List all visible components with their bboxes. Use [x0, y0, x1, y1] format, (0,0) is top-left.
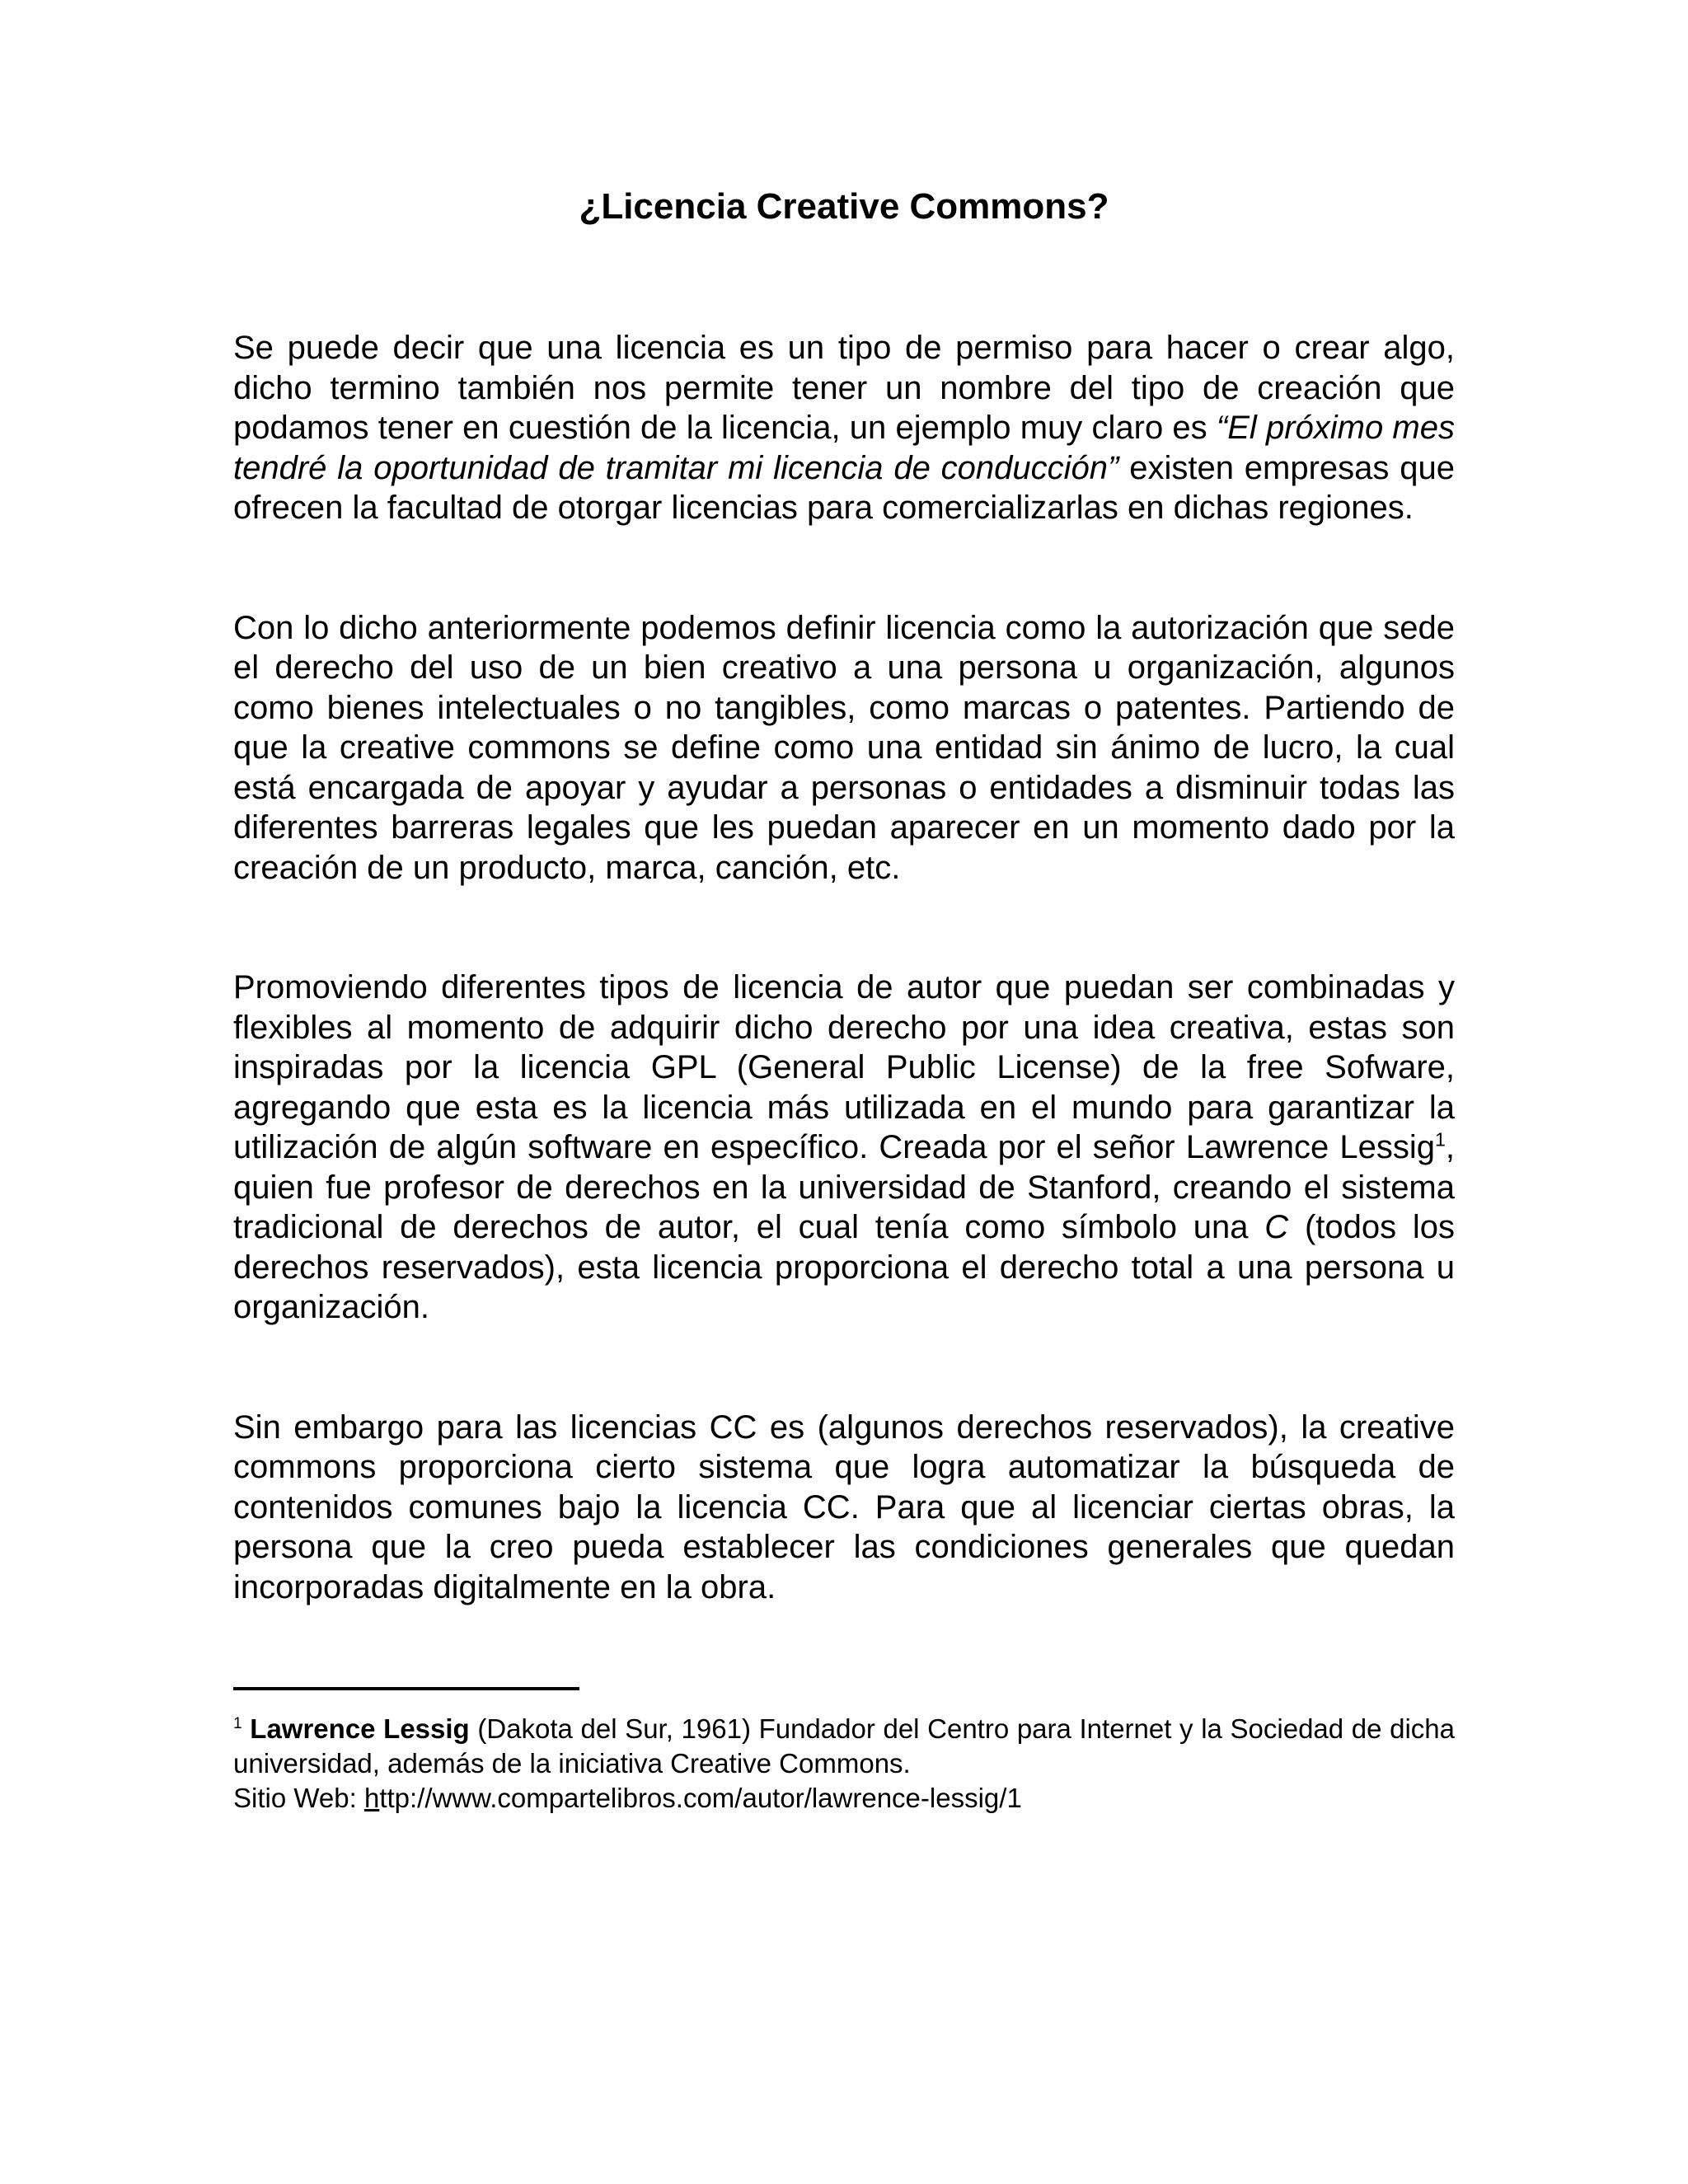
- text-segment: 1: [1434, 1128, 1446, 1151]
- footnote-site-url: [233, 1781, 1455, 1816]
- document-content: [0, 185, 1688, 1816]
- footnote-separator-rule: [233, 1687, 579, 1690]
- text-segment: existen empresas que ofrecen la facultad de otorgar licencias para comercializarlas en dichas regiones.: [233, 449, 1455, 526]
- text-segment: Sitio Web:: [233, 1783, 364, 1813]
- text-segment: [242, 1713, 251, 1744]
- text-segment: “El próximo mes tendré la oportunidad de tramitar mi licencia de conducción”: [233, 410, 1456, 486]
- text-segment: Lawrence Lessig: [250, 1713, 470, 1744]
- text-segment: Sin embargo para las licencias CC es (algunos derechos reservados), la creative commons proporciona cierto sistema que logra automatizar la búsqueda de contenidos comunes bajo la licencia CC. Para que al licenciar ciertas obras, la persona que la creo pueda establecer las condiciones generales que quedan incorporadas digitalmente en la obra.: [233, 1408, 1455, 1605]
- text-segment: Se puede decir que una licencia es un tipo de permiso para hacer o crear algo, dicho termino también nos permite tener un nombre del tipo de creación que podamos tener en cuestión de la licencia, un ejemplo muy claro es: [233, 330, 1455, 446]
- footnote: [233, 1712, 1455, 1816]
- text-segment: (todos los derechos reservados), esta licencia proporciona el derecho total a una persona u organización.: [233, 1209, 1455, 1325]
- paragraph-2: [233, 608, 1455, 888]
- paragraph-1: [233, 328, 1455, 528]
- text-segment: 1: [233, 1715, 242, 1732]
- text-segment: (Dakota del Sur, 1961) Fundador del Centro para Internet y la Sociedad de dicha universidad, además de la iniciativa Creative Commons.: [233, 1713, 1455, 1779]
- document-title: ¿Licencia Creative Commons?: [579, 186, 1109, 227]
- paragraph-4: [233, 1408, 1455, 1608]
- paragraph-3: [233, 968, 1455, 1328]
- text-segment: C: [1264, 1209, 1289, 1245]
- text-segment: Promoviendo diferentes tipos de licencia de autor que puedan ser combinadas y flexibles al momento de adquirir dicho derecho por una idea creativa, estas son inspiradas por la licencia GPL (General Public License) de la free Sofware, agregando que esta es la licencia más utilizada en el mundo para garantizar la utilización de algún software en específico. Creada por el señor Lawrence Lessig: [233, 969, 1455, 1165]
- text-segment: Con lo dicho anteriormente podemos definir licencia como la autorización que sede el derecho del uso de un bien creativo a una persona u organización, algunos como bienes intelectuales o no tangibles, como marcas o patentes. Partiendo de que la creative commons se define como una entidad sin ánimo de lucro, la cual está encargada de apoyar y ayudar a personas o entidades a disminuir todas las diferentes barreras legales que les puedan aparecer en un momento dado por la creación de un producto, marca, canción, etc.: [233, 609, 1455, 886]
- document-body: [233, 328, 1455, 1607]
- text-segment: h: [363, 1783, 380, 1813]
- footnote-text: [233, 1712, 1455, 1781]
- text-segment: , quien fue profesor de derechos en la universidad de Stanford, creando el sistema tradicional de derechos de autor, el cual tenía como símbolo una: [233, 1129, 1455, 1245]
- text-segment: ttp://www.compartelibros.com/autor/lawrence-lessig/1: [379, 1783, 1022, 1813]
